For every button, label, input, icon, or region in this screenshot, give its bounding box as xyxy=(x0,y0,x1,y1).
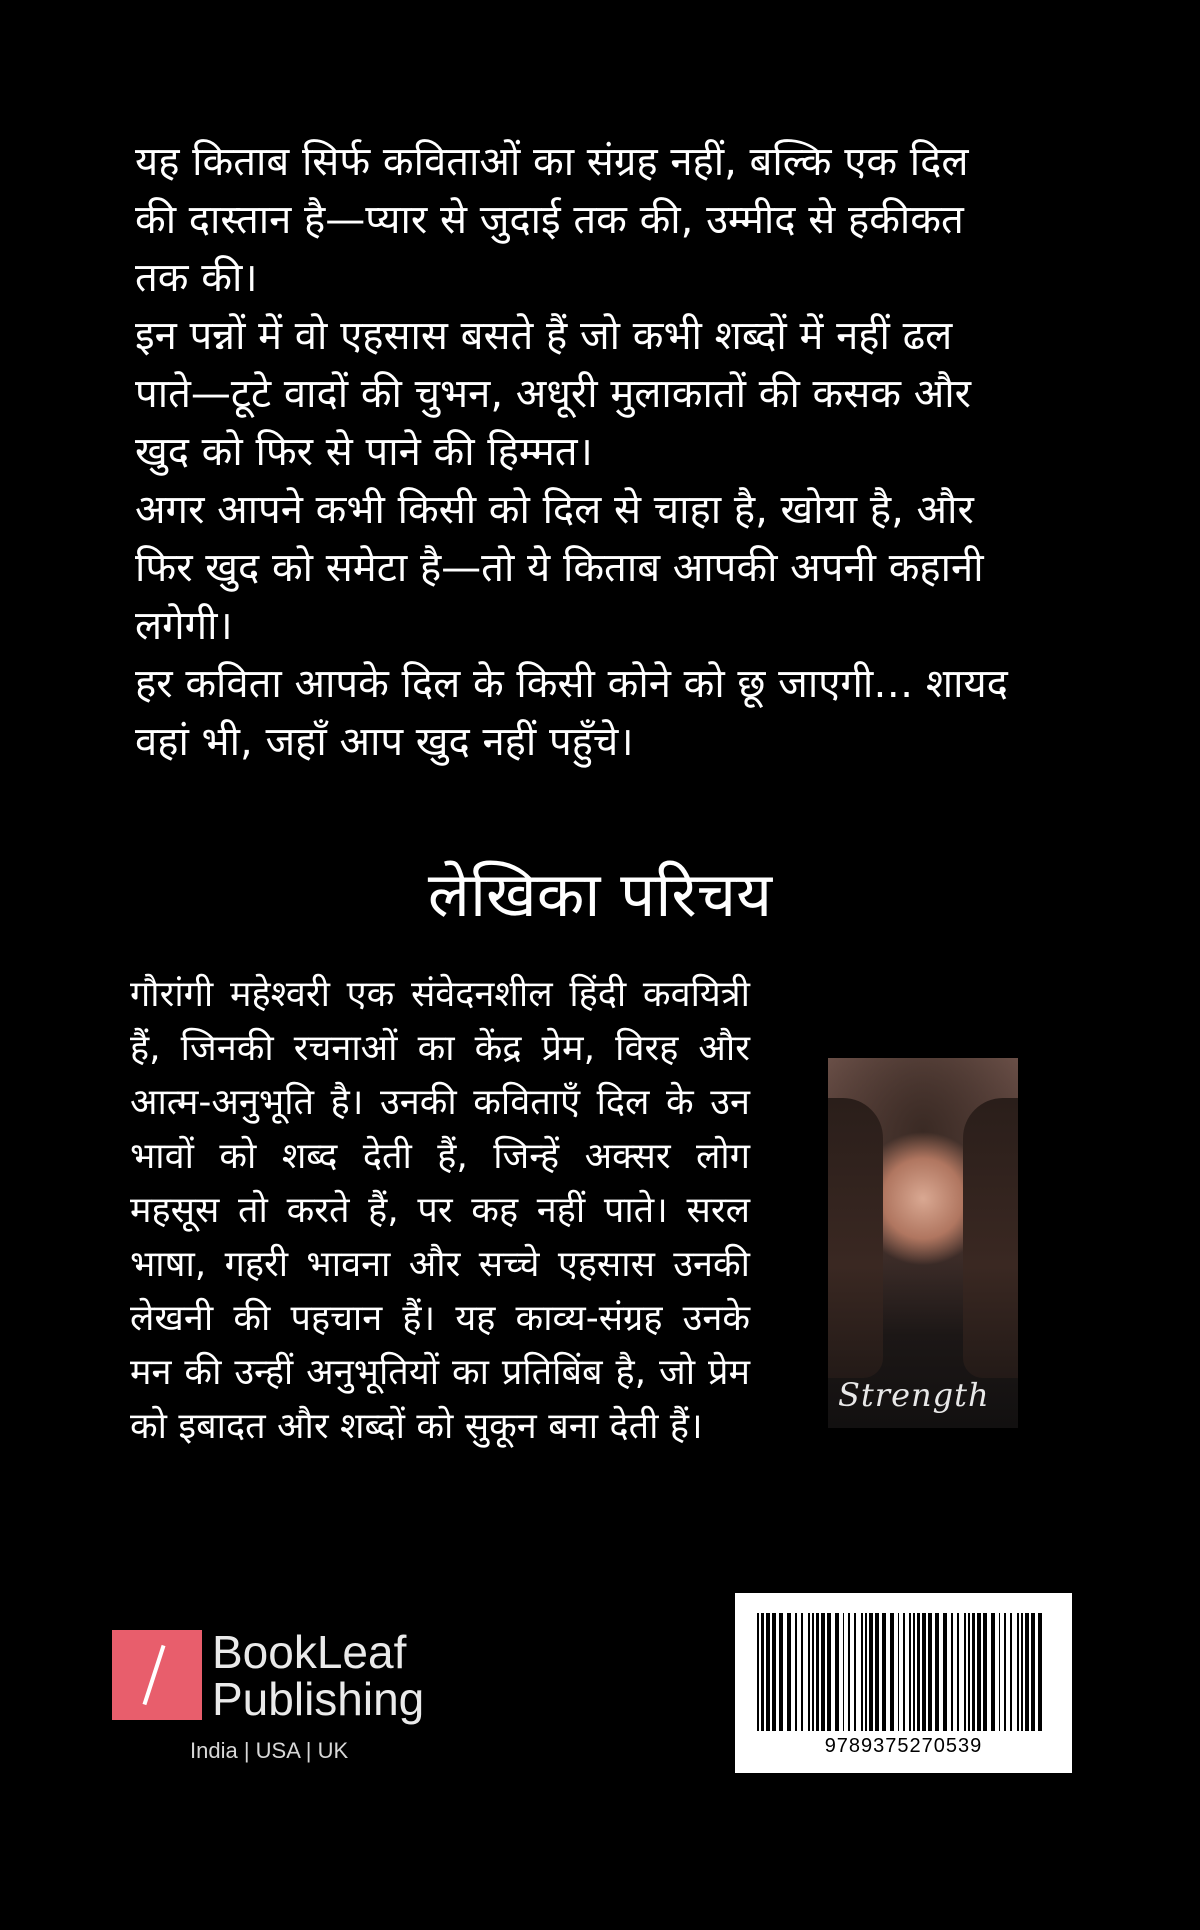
barcode-bar xyxy=(795,1613,797,1731)
barcode-bar xyxy=(766,1613,770,1731)
barcode-bar xyxy=(991,1613,995,1731)
barcode-bar xyxy=(943,1613,947,1731)
barcode-bar xyxy=(869,1613,873,1731)
isbn-barcode xyxy=(735,1593,1072,1773)
barcode-bar xyxy=(835,1613,839,1731)
barcode-bar xyxy=(909,1613,911,1731)
barcode-bar xyxy=(787,1613,791,1731)
barcode-bar xyxy=(935,1613,939,1731)
barcode-bar xyxy=(951,1613,953,1731)
slash-icon xyxy=(143,1645,166,1705)
blurb-paragraph-3: अगर आपने कभी किसी को दिल से चाहा है, खोया है, और फिर खुद को समेटा है—तो ये किताब आपकी अपनी कहानी लगेगी। xyxy=(135,487,984,649)
author-section-title: लेखिका परिचय xyxy=(427,858,773,931)
barcode-bar xyxy=(964,1613,966,1731)
barcode-bar xyxy=(816,1613,819,1731)
barcode-bar xyxy=(922,1613,926,1731)
barcode-bar xyxy=(903,1613,905,1731)
blurb-paragraph-4: हर कविता आपके दिल के किसी कोने को छू जाएगी… शायद वहां भी, जहाँ आप खुद नहीं पहुँचे। xyxy=(135,661,1008,765)
barcode-bar xyxy=(917,1613,920,1731)
barcode-bar xyxy=(957,1613,959,1731)
barcode-bar xyxy=(1031,1613,1035,1731)
barcode-bar xyxy=(968,1613,970,1731)
barcode-bar xyxy=(1025,1613,1029,1731)
barcode-bar xyxy=(761,1613,764,1731)
barcode-bar xyxy=(848,1613,850,1731)
barcode-bar xyxy=(882,1613,886,1731)
author-photo xyxy=(828,1058,1018,1428)
barcode-bar xyxy=(890,1613,894,1731)
barcode-bar xyxy=(757,1613,759,1731)
barcode-bar xyxy=(772,1613,776,1731)
publisher-logo-mark xyxy=(112,1630,202,1720)
author-photo-hair-left xyxy=(828,1098,883,1378)
barcode-bar xyxy=(913,1613,915,1731)
barcode-bar xyxy=(854,1613,856,1731)
barcode-bar xyxy=(865,1613,867,1731)
barcode-bar xyxy=(1017,1613,1019,1731)
barcode-bar xyxy=(1004,1613,1006,1731)
barcode-bar xyxy=(875,1613,879,1731)
barcode-bar xyxy=(1021,1613,1023,1731)
author-bio: गौरांगी महेश्वरी एक संवेदनशील हिंदी कवयित्री हैं, जिनकी रचनाओं का केंद्र प्रेम, विरह और आत्म-अनुभूति है। उनकी कविताएँ दिल के उन भावों को शब्द देती हैं, जिन्हें अक्सर लोग महसूस तो करते हैं, पर कह नहीं पाते। सरल भाषा, गहरी भावना और सच्चे एहसास उनकी लेखनी की पहचान हैं। यह काव्य-संग्रह उनके मन की उन्हीं अनुभूतियों का प्रतिबिंब है, जो प्रेम को इबादत और शब्दों को सुकून बना देती हैं। xyxy=(130,974,750,1447)
barcode-bar xyxy=(812,1613,814,1731)
blurb-paragraph-1: यह किताब सिर्फ कविताओं का संग्रह नहीं, बल्कि एक दिल की दास्तान है—प्यार से जुदाई तक की, उम्मीद से हकीकत तक की। xyxy=(135,139,969,301)
barcode-bar xyxy=(977,1613,981,1731)
barcode-bar xyxy=(779,1613,783,1731)
barcode-bar xyxy=(898,1613,899,1731)
blurb-paragraph-2: इन पन्नों में वो एहसास बसते हैं जो कभी शब्दों में नहीं ढल पाते—टूटे वादों की चुभन, अधूरी मुलाकातों की कसक और खुद को फिर से पाने की हिम्मत। xyxy=(135,313,971,475)
isbn-number: 9789375270539 xyxy=(824,1735,983,1757)
publisher-regions: India | USA | UK xyxy=(190,1738,349,1763)
barcode-bar xyxy=(827,1613,831,1731)
barcode-bar xyxy=(861,1613,863,1731)
barcode-bar xyxy=(821,1613,825,1731)
publisher-name-line2: Publishing xyxy=(212,1673,425,1725)
barcode-bars xyxy=(757,1613,1050,1731)
author-photo-hair-right xyxy=(963,1098,1018,1378)
barcode-bar xyxy=(1038,1613,1042,1731)
barcode-bar xyxy=(1010,1613,1012,1731)
publisher-name-line1: BookLeaf xyxy=(212,1626,407,1678)
back-cover-blurb xyxy=(135,133,1015,771)
barcode-bar xyxy=(843,1613,844,1731)
barcode-bar xyxy=(972,1613,975,1731)
barcode-bar xyxy=(983,1613,987,1731)
barcode-bar xyxy=(928,1613,932,1731)
author-photo-shirt-text: Strength xyxy=(838,1376,990,1414)
barcode-bar xyxy=(801,1613,803,1731)
barcode-bar xyxy=(999,1613,1000,1731)
barcode-bar xyxy=(808,1613,810,1731)
